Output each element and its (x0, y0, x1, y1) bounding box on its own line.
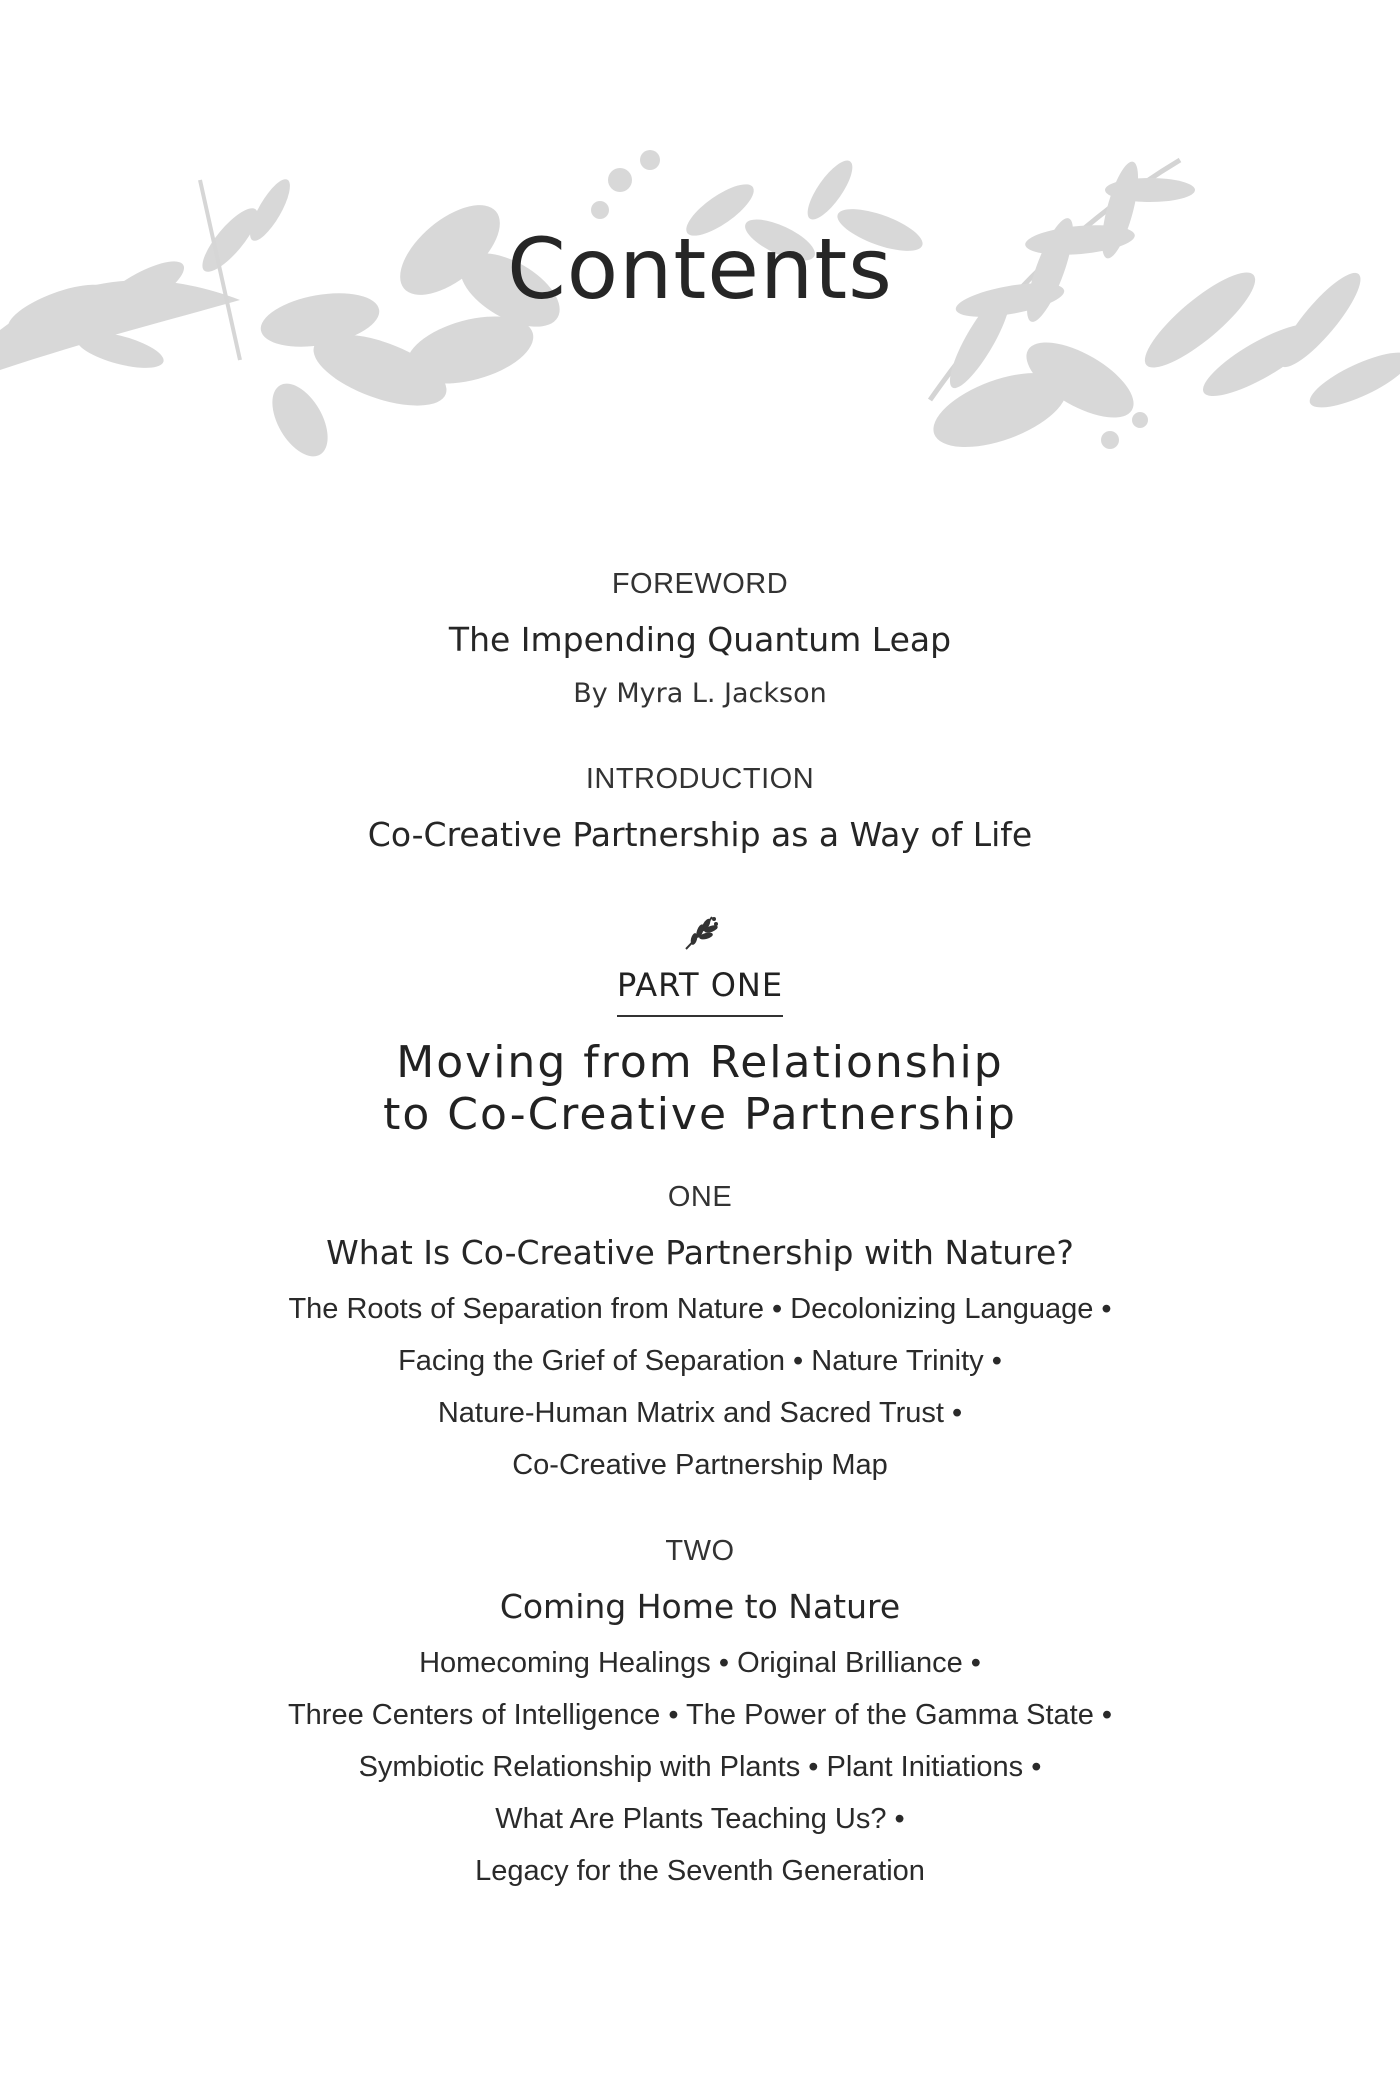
chapter-two-title[interactable]: Coming Home to Nature (499, 1587, 901, 1626)
topic-line: Facing the Grief of Separation • Nature Trinity • (398, 1345, 1002, 1377)
topic-line: Symbiotic Relationship with Plants • Plant Initiations • (358, 1751, 1042, 1783)
foreword-title[interactable]: The Impending Quantum Leap (448, 620, 952, 659)
chapter-one-topics (0, 1283, 1400, 1491)
leaf-sprig-icon (0, 911, 1400, 955)
topic-line: Legacy for the Seventh Generation (475, 1855, 925, 1887)
introduction-title[interactable]: Co-Creative Partnership as a Way of Life (367, 815, 1033, 854)
topic-line: Homecoming Healings • Original Brilliance • (419, 1647, 981, 1679)
topic-line: Co-Creative Partnership Map (512, 1449, 888, 1481)
introduction-entry[interactable] (0, 763, 1400, 854)
chapter-one-entry[interactable] (0, 1183, 1400, 1491)
part-one-label: PART ONE (617, 969, 783, 1017)
topic-line: Nature-Human Matrix and Sacred Trust • (437, 1397, 963, 1429)
chapter-two-topics (0, 1637, 1400, 1897)
foreword-entry[interactable] (0, 570, 1400, 707)
part-one-title-line-2: to Co-Creative Partnership (383, 1089, 1017, 1140)
topic-line: What Are Plants Teaching Us? • (495, 1803, 905, 1835)
chapter-one-label: ONE (667, 1181, 733, 1213)
foreword-byline: By Myra L. Jackson (573, 678, 827, 709)
part-one-title-line-1: Moving from Relationship (396, 1037, 1004, 1088)
chapter-two-label: TWO (665, 1535, 735, 1567)
chapter-two-entry[interactable] (0, 1537, 1400, 1897)
topic-line: Three Centers of Intelligence • The Power of the Gamma State • (287, 1699, 1113, 1731)
table-of-contents (0, 570, 1400, 1897)
topic-line: The Roots of Separation from Nature • Decolonizing Language • (288, 1293, 1112, 1325)
chapter-one-title[interactable]: What Is Co-Creative Partnership with Nature? (326, 1233, 1074, 1272)
page-title: Contents (507, 220, 893, 318)
foreword-label: FOREWORD (611, 568, 789, 600)
part-one-heading[interactable] (0, 966, 1400, 1141)
introduction-label: INTRODUCTION (585, 763, 815, 795)
